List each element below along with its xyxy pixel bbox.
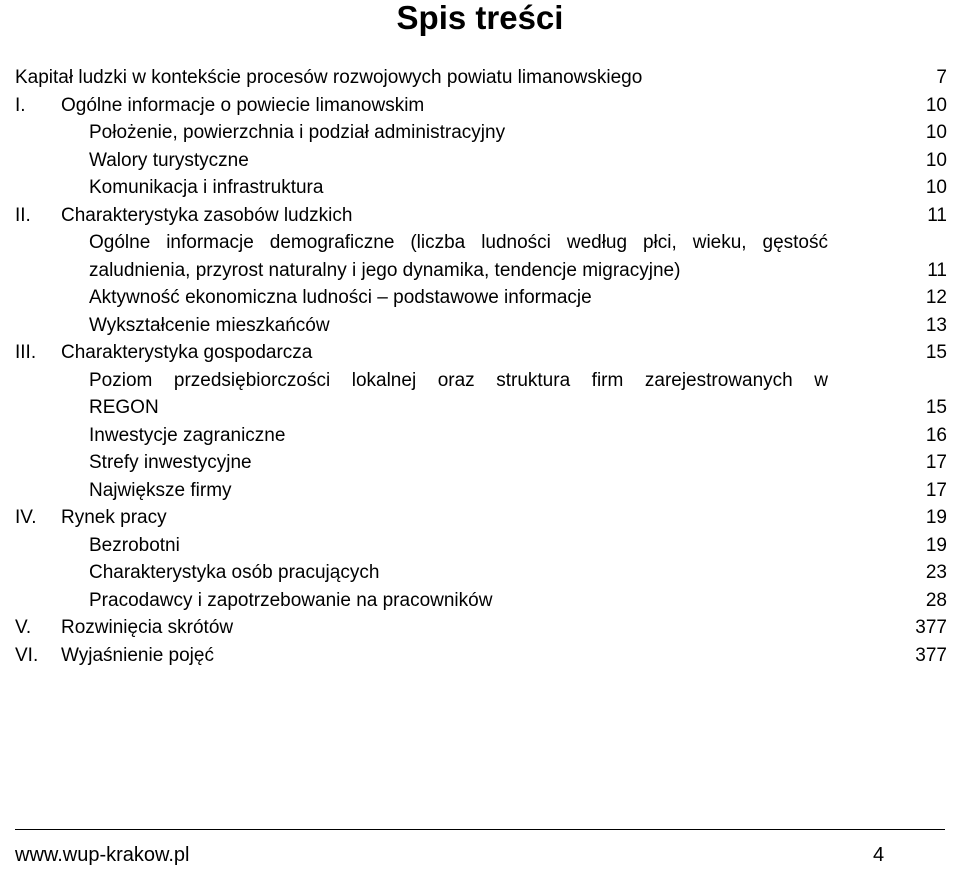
toc-entry-number: II. — [15, 204, 31, 226]
toc-entry-title: Komunikacja i infrastruktura — [89, 177, 324, 198]
toc-entry-title: Ogólne informacje o powiecie limanowskim — [61, 94, 425, 116]
toc-entry-title: Charakterystyka osób pracujących — [89, 562, 380, 583]
toc-entry-title: Charakterystyka zasobów ludzkich — [61, 204, 353, 226]
toc-entry-page: 7 — [936, 67, 947, 88]
toc-entry[interactable] — [15, 92, 947, 120]
toc-entry-title: Inwestycje zagraniczne — [89, 424, 286, 446]
toc-entry[interactable] — [15, 559, 947, 587]
toc-entry[interactable] — [15, 394, 947, 422]
toc-entry-title: Charakterystyka gospodarcza — [61, 342, 313, 363]
toc-entry[interactable] — [15, 587, 947, 615]
toc-entry-title: Rozwinięcia skrótów — [61, 617, 234, 638]
toc-entry[interactable] — [15, 367, 947, 395]
table-of-contents — [15, 64, 947, 669]
toc-entry-title: Największe firmy — [89, 479, 232, 501]
toc-entry-title: Walory turystyczne — [89, 149, 249, 171]
toc-entry-title: REGON — [89, 397, 159, 418]
toc-entry[interactable] — [15, 147, 947, 175]
footer-url[interactable]: www.wup-krakow.pl — [15, 844, 190, 866]
toc-entry[interactable] — [15, 64, 947, 92]
toc-entry-page: 10 — [925, 177, 947, 198]
toc-entry-page: 377 — [915, 644, 947, 666]
toc-entry-number: III. — [15, 342, 37, 363]
toc-entry[interactable] — [15, 504, 947, 532]
toc-entry-title: Wykształcenie mieszkańców — [89, 314, 330, 336]
toc-entry-page: 28 — [925, 589, 947, 611]
toc-entry-page: 19 — [925, 534, 947, 556]
toc-entry-page: 17 — [925, 479, 947, 501]
toc-entry-page: 23 — [925, 562, 947, 583]
toc-entry-page: 10 — [925, 149, 947, 171]
toc-entry-number: IV. — [15, 507, 37, 528]
toc-entry-page: 11 — [927, 204, 947, 226]
toc-entry[interactable] — [15, 229, 947, 257]
toc-entry[interactable] — [15, 257, 947, 285]
toc-entry-title: Ogólne informacje demograficzne (liczba ludności według płci, wieku, gęstość — [89, 232, 828, 253]
toc-entry[interactable] — [15, 422, 947, 450]
toc-entry-title: Wyjaśnienie pojęć — [61, 644, 214, 666]
toc-entry-number: I. — [15, 94, 26, 116]
toc-entry[interactable] — [15, 202, 947, 230]
toc-entry[interactable] — [15, 119, 947, 147]
page-title: Spis treści — [396, 0, 564, 36]
toc-entry-page: 11 — [927, 259, 947, 281]
toc-entry[interactable] — [15, 339, 947, 367]
toc-entry-page: 15 — [925, 342, 947, 363]
toc-entry-page: 16 — [925, 424, 947, 446]
toc-entry[interactable] — [15, 477, 947, 505]
toc-entry-title: Strefy inwestycyjne — [89, 452, 252, 473]
toc-entry-title: Rynek pracy — [61, 507, 167, 528]
toc-entry-number: V. — [15, 617, 32, 638]
toc-entry[interactable] — [15, 284, 947, 312]
toc-entry-page: 377 — [915, 617, 947, 638]
toc-entry-page: 12 — [925, 287, 947, 308]
toc-entry-page: 13 — [925, 314, 947, 336]
toc-entry-page: 19 — [925, 507, 947, 528]
toc-entry-title: Poziom przedsiębiorczości lokalnej oraz struktura firm zarejestrowanych w — [89, 369, 828, 391]
toc-entry[interactable] — [15, 449, 947, 477]
toc-entry-page: 17 — [925, 452, 947, 473]
toc-entry[interactable] — [15, 642, 947, 670]
toc-entry-title: Aktywność ekonomiczna ludności – podstawowe informacje — [89, 287, 592, 308]
toc-entry-title: Pracodawcy i zapotrzebowanie na pracowników — [89, 589, 493, 611]
toc-entry-page: 15 — [925, 397, 947, 418]
toc-entry-title: Położenie, powierzchnia i podział administracyjny — [89, 122, 506, 143]
toc-entry-title: zaludnienia, przyrost naturalny i jego dynamika, tendencje migracyjne) — [89, 259, 681, 281]
toc-entry-title: Bezrobotni — [89, 534, 180, 556]
toc-entry-number: VI. — [15, 644, 39, 666]
toc-entry[interactable] — [15, 532, 947, 560]
footer-divider — [15, 829, 945, 830]
toc-entry-page: 10 — [925, 94, 947, 116]
toc-entry-page: 10 — [925, 122, 947, 143]
footer-page-number: 4 — [873, 844, 885, 866]
toc-entry[interactable] — [15, 614, 947, 642]
toc-entry[interactable] — [15, 174, 947, 202]
toc-entry-title: Kapitał ludzki w kontekście procesów rozwojowych powiatu limanowskiego — [15, 67, 643, 88]
toc-entry[interactable] — [15, 312, 947, 340]
